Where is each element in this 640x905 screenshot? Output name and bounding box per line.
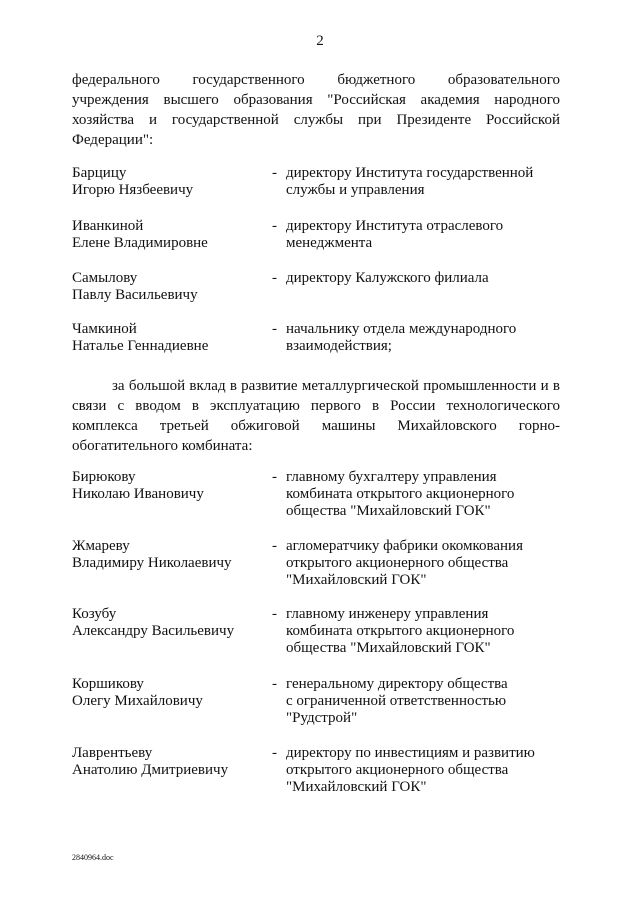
surname: Барцицу (72, 165, 127, 181)
recipient-name (72, 218, 262, 252)
intro-line: хозяйства и государственной службы при Президенте Российской (72, 112, 560, 128)
merit-line: связи с вводом в эксплуатацию первого в России технологического (72, 398, 560, 414)
position-line: агломератчику фабрики окомкования (286, 538, 523, 554)
recipient-name (72, 676, 262, 710)
recipient-name (72, 745, 262, 779)
recipient-name (72, 538, 262, 572)
given-names: Олегу Михайловичу (72, 693, 203, 709)
position-line: генеральному директору общества (286, 676, 508, 692)
recipient-position (286, 745, 576, 796)
intro-paragraph (72, 70, 560, 150)
position-line: "Михайловский ГОК" (286, 779, 427, 795)
position-line: директору Института государственной (286, 165, 534, 181)
recipient-position (286, 606, 576, 657)
document-filename: 2840964.doc (72, 853, 114, 862)
surname: Жмареву (72, 538, 130, 554)
recipient-name (72, 270, 262, 304)
surname: Лаврентьеву (72, 745, 153, 761)
dash-separator: - (272, 321, 277, 337)
given-names: Елене Владимировне (72, 235, 208, 251)
merit-line: за большой вклад в развитие металлургической промышленности и в (112, 378, 560, 394)
given-names: Владимиру Николаевичу (72, 555, 232, 571)
intro-line: Федерации": (72, 132, 154, 148)
recipient-position (286, 538, 576, 589)
position-line: менеджмента (286, 235, 373, 251)
page-number: 2 (316, 33, 324, 49)
position-line: "Михайловский ГОК" (286, 572, 427, 588)
surname: Иванкиной (72, 218, 144, 234)
recipient-position (286, 165, 576, 199)
position-line: комбината открытого акционерного (286, 486, 515, 502)
surname: Коршикову (72, 676, 144, 692)
position-line: комбината открытого акционерного (286, 623, 515, 639)
dash-separator: - (272, 538, 277, 554)
recipient-position (286, 321, 576, 355)
intro-line: учреждения высшего образования "Российская академия народного (72, 92, 560, 108)
position-line: "Рудстрой" (286, 710, 358, 726)
given-names: Игорю Нязбеевичу (72, 182, 194, 198)
recipient-position (286, 469, 576, 520)
recipient-name (72, 606, 262, 640)
given-names: Анатолию Дмитриевичу (72, 762, 229, 778)
merit-paragraph (72, 376, 560, 456)
given-names: Наталье Геннадиевне (72, 338, 209, 354)
position-line: главному инженеру управления (286, 606, 489, 622)
dash-separator: - (272, 165, 277, 181)
recipient-position (286, 676, 576, 727)
position-line: главному бухгалтеру управления (286, 469, 497, 485)
position-line: общества "Михайловский ГОК" (286, 640, 491, 656)
dash-separator: - (272, 745, 277, 761)
recipient-name (72, 165, 262, 199)
position-line: общества "Михайловский ГОК" (286, 503, 491, 519)
given-names: Александру Васильевичу (72, 623, 235, 639)
dash-separator: - (272, 218, 277, 234)
dash-separator: - (272, 606, 277, 622)
merit-line: обогатительного комбината: (72, 438, 253, 454)
position-line: директору по инвестициям и развитию (286, 745, 535, 761)
intro-line: федерального государственного бюджетного образовательного (72, 72, 560, 88)
position-line: открытого акционерного общества (286, 555, 509, 571)
position-line: открытого акционерного общества (286, 762, 509, 778)
surname: Самылову (72, 270, 138, 286)
dash-separator: - (272, 469, 277, 485)
position-line: службы и управления (286, 182, 425, 198)
recipient-position (286, 270, 576, 287)
position-line: директору Калужского филиала (286, 270, 489, 286)
dash-separator: - (272, 676, 277, 692)
merit-line: комплекса третьей обжиговой машины Михайловского горно- (72, 418, 560, 434)
dash-separator: - (272, 270, 277, 286)
position-line: взаимодействия; (286, 338, 392, 354)
position-line: директору Института отраслевого (286, 218, 504, 234)
given-names: Павлу Васильевичу (72, 287, 198, 303)
recipient-position (286, 218, 576, 252)
surname: Бирюкову (72, 469, 136, 485)
recipient-name (72, 469, 262, 503)
position-line: начальнику отдела международного (286, 321, 517, 337)
position-line: с ограниченной ответственностью (286, 693, 507, 709)
surname: Чамкиной (72, 321, 137, 337)
given-names: Николаю Ивановичу (72, 486, 204, 502)
recipient-name (72, 321, 262, 355)
surname: Козубу (72, 606, 117, 622)
